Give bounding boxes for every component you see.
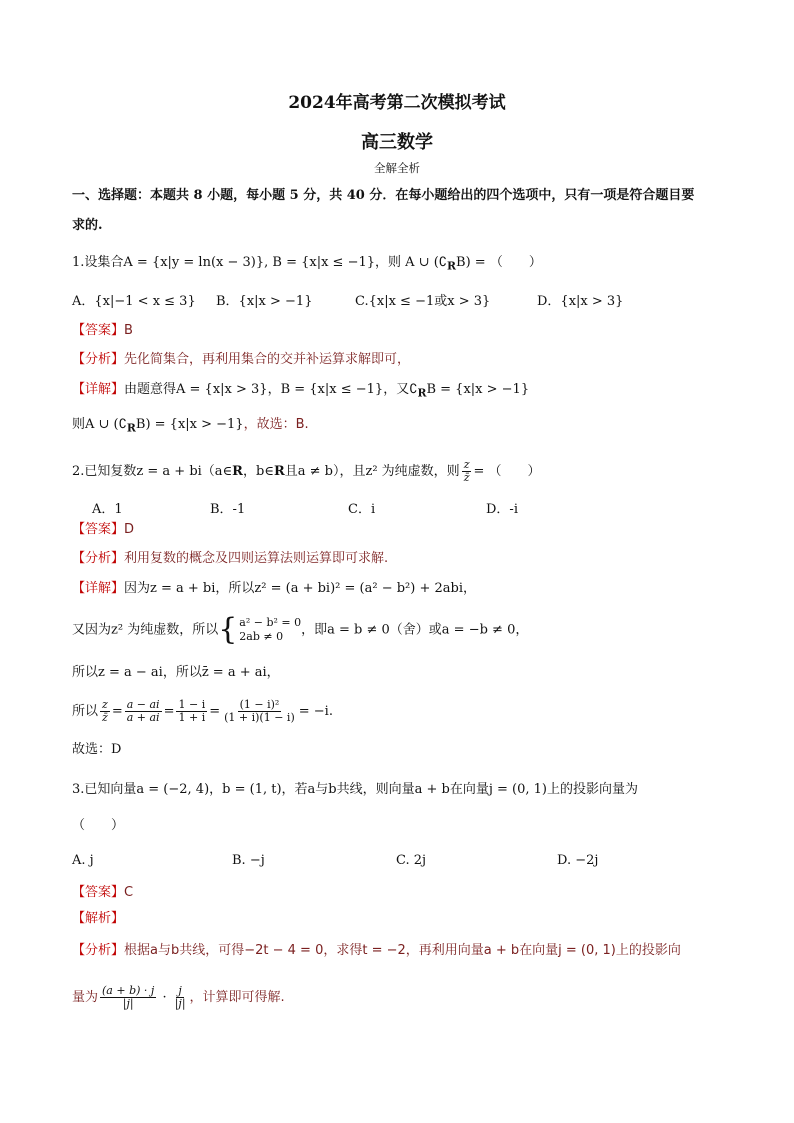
answer-label: 【答案】 — [72, 522, 125, 537]
q2-line2-b: ，即a = b ≠ 0（舍）或a = −b ≠ 0， — [301, 622, 529, 638]
q2-stem — [72, 459, 541, 484]
frac-num: z — [102, 698, 108, 711]
frac-num: j — [178, 984, 182, 997]
frac-den: z̄ — [463, 471, 470, 484]
q1-detail — [72, 381, 529, 403]
q2-option-d: D．-i — [486, 502, 518, 517]
q2-option-b: B．-1 — [210, 502, 246, 517]
q2-fraction — [462, 459, 472, 484]
q1-option-b: B．{x|x > −1} — [216, 294, 313, 309]
q3-option-c: C. 2j — [396, 853, 427, 868]
frac-den: |j| — [122, 997, 134, 1010]
formula-tail: ，计算即可得解. — [189, 990, 285, 1005]
q2-detail — [72, 580, 476, 598]
sys-eq2: 2ab ≠ 0 — [239, 630, 284, 643]
analysis-label: 【分析】 — [72, 551, 125, 566]
answer-value: C — [124, 885, 134, 900]
q1-analysis — [72, 351, 410, 369]
q2-stem-b: ，b∈ — [242, 464, 274, 479]
q2-analysis — [72, 550, 388, 568]
q3-option-d: D. −2j — [557, 853, 599, 868]
brace-icon: { — [218, 612, 238, 647]
formula-lead: 量为 — [72, 990, 99, 1005]
conclusion-a: 则A ∪ (∁ — [72, 417, 127, 432]
q2-conclusion: 故选：D — [72, 742, 122, 757]
section-instructions-line1: 一、选择题：本题共 8 小题，每小题 5 分，共 40 分．在每小题给出的四个选项中，只有一项是符合题目要 — [72, 188, 695, 203]
equation-system — [239, 616, 301, 644]
frac-den: |j| — [174, 997, 186, 1010]
q1-stem — [72, 254, 542, 276]
q2-line3: 所以z = a − ai，所以z̄ = a + ai， — [72, 665, 280, 680]
q2-stem-a: 2.已知复数z = a + bi（a∈ — [72, 464, 233, 479]
detail-label: 【详解】 — [72, 581, 125, 596]
q2-line2-a: 又因为z² 为纯虚数，所以 — [72, 622, 219, 638]
solution-label: 【解析】 — [72, 911, 125, 926]
q2-line4-a: 所以 — [72, 704, 99, 719]
conclusion-sub: R — [126, 421, 136, 435]
equals: = — [111, 704, 123, 719]
frac-num: (a + b) · j — [102, 984, 155, 997]
q1-option-a: A．{x|−1 < x ≤ 3} — [72, 294, 196, 309]
q1-answer — [72, 322, 133, 340]
q1-option-d: D．{x|x > 3} — [537, 294, 624, 309]
q2-stem-d: = （ ） — [473, 464, 541, 479]
q1-stem-tail: B) = （ ） — [456, 255, 542, 270]
dot: · — [158, 990, 171, 1005]
detail-text: 因为z = a + bi，所以z² = (a + bi)² = (a² − b²) + 2abi， — [124, 581, 476, 596]
subtitle: 全解全析 — [374, 161, 420, 175]
q1-stem-text: 1.设集合A = {x|y = ln(x − 3)}, B = {x|x ≤ −1}，则 A ∪ (∁ — [72, 255, 448, 270]
q3-projection-formula — [72, 978, 285, 1018]
frac-den: a + ai — [126, 711, 160, 724]
q1-conclusion — [72, 416, 309, 438]
q2-answer — [72, 521, 134, 539]
q3-answer — [72, 884, 133, 902]
frac-den: 1 + i — [178, 711, 206, 724]
q2-option-c: C．i — [348, 502, 376, 517]
frac-den: (1 + i)(1 − i) — [224, 711, 295, 724]
answer-label: 【答案】 — [72, 323, 125, 338]
q3-solution-label — [72, 910, 124, 928]
answer-value: B — [124, 323, 133, 338]
analysis-text: 先化简集合，再利用集合的交并补运算求解即可， — [124, 352, 411, 367]
analysis-label: 【分析】 — [72, 943, 125, 958]
equals: = — [209, 704, 221, 719]
fraction-projection — [100, 985, 156, 1010]
q3-analysis — [72, 942, 681, 960]
conclusion-b: B) = {x|x > −1} — [135, 417, 244, 432]
fraction-unit — [173, 985, 188, 1010]
analysis-label: 【分析】 — [72, 352, 125, 367]
detail-sub: R — [417, 386, 427, 400]
q2-line4 — [72, 696, 333, 728]
q3-stem: 3.已知向量a = (−2, 4)，b = (1, t)，若a与b共线，则向量a + b在向量j = (0, 1)上的投影向量为 — [72, 782, 638, 797]
fraction-2 — [125, 699, 162, 724]
q2-line4-b: = −i. — [298, 704, 333, 719]
q3-paren: （ ） — [72, 818, 125, 833]
frac-num: (1 − i)² — [239, 698, 280, 711]
section-instructions-line2: 求的. — [72, 218, 103, 233]
exam-title: 2024年高考第二次模拟考试 — [288, 93, 506, 113]
answer-label: 【答案】 — [72, 885, 125, 900]
frac-num: z — [463, 458, 470, 471]
q3-option-b: B. −j — [232, 853, 265, 868]
q2-line2 — [72, 612, 529, 647]
q1-stem-sub: R — [447, 259, 457, 273]
q2-stem-c: 且a ≠ b），且z² 为纯虚数，则 — [284, 464, 460, 479]
q1-option-c: C.{x|x ≤ −1或x > 3} — [355, 294, 491, 309]
q2-stem-r2: R — [273, 464, 285, 479]
subject-title: 高三数学 — [361, 132, 433, 153]
fraction-3 — [176, 699, 207, 724]
q2-option-a: A．1 — [92, 502, 123, 517]
frac-den: z̄ — [102, 711, 108, 724]
frac-num: a − ai — [126, 698, 160, 711]
detail-text-b: B = {x|x > −1} — [426, 382, 530, 397]
q2-stem-r1: R — [232, 464, 243, 479]
answer-value: D — [124, 522, 135, 537]
conclusion-c: ，故选：B. — [243, 417, 309, 432]
frac-num: 1 − i — [178, 698, 206, 711]
sys-eq1: a² − b² = 0 — [239, 616, 302, 629]
q3-option-a: A. j — [72, 853, 94, 868]
equals: = — [163, 704, 175, 719]
analysis-text: 利用复数的概念及四则运算法则运算即可求解. — [124, 551, 389, 566]
fraction-1 — [100, 699, 110, 724]
fraction-4 — [222, 699, 297, 724]
detail-text-a: 由题意得A = {x|x > 3}，B = {x|x ≤ −1}，又∁ — [124, 382, 418, 397]
detail-label: 【详解】 — [72, 382, 125, 397]
analysis-text: 根据a与b共线，可得−2t − 4 = 0，求得t = −2，再利用向量a + b在向量j = (0, 1)上的投影向 — [124, 943, 681, 958]
